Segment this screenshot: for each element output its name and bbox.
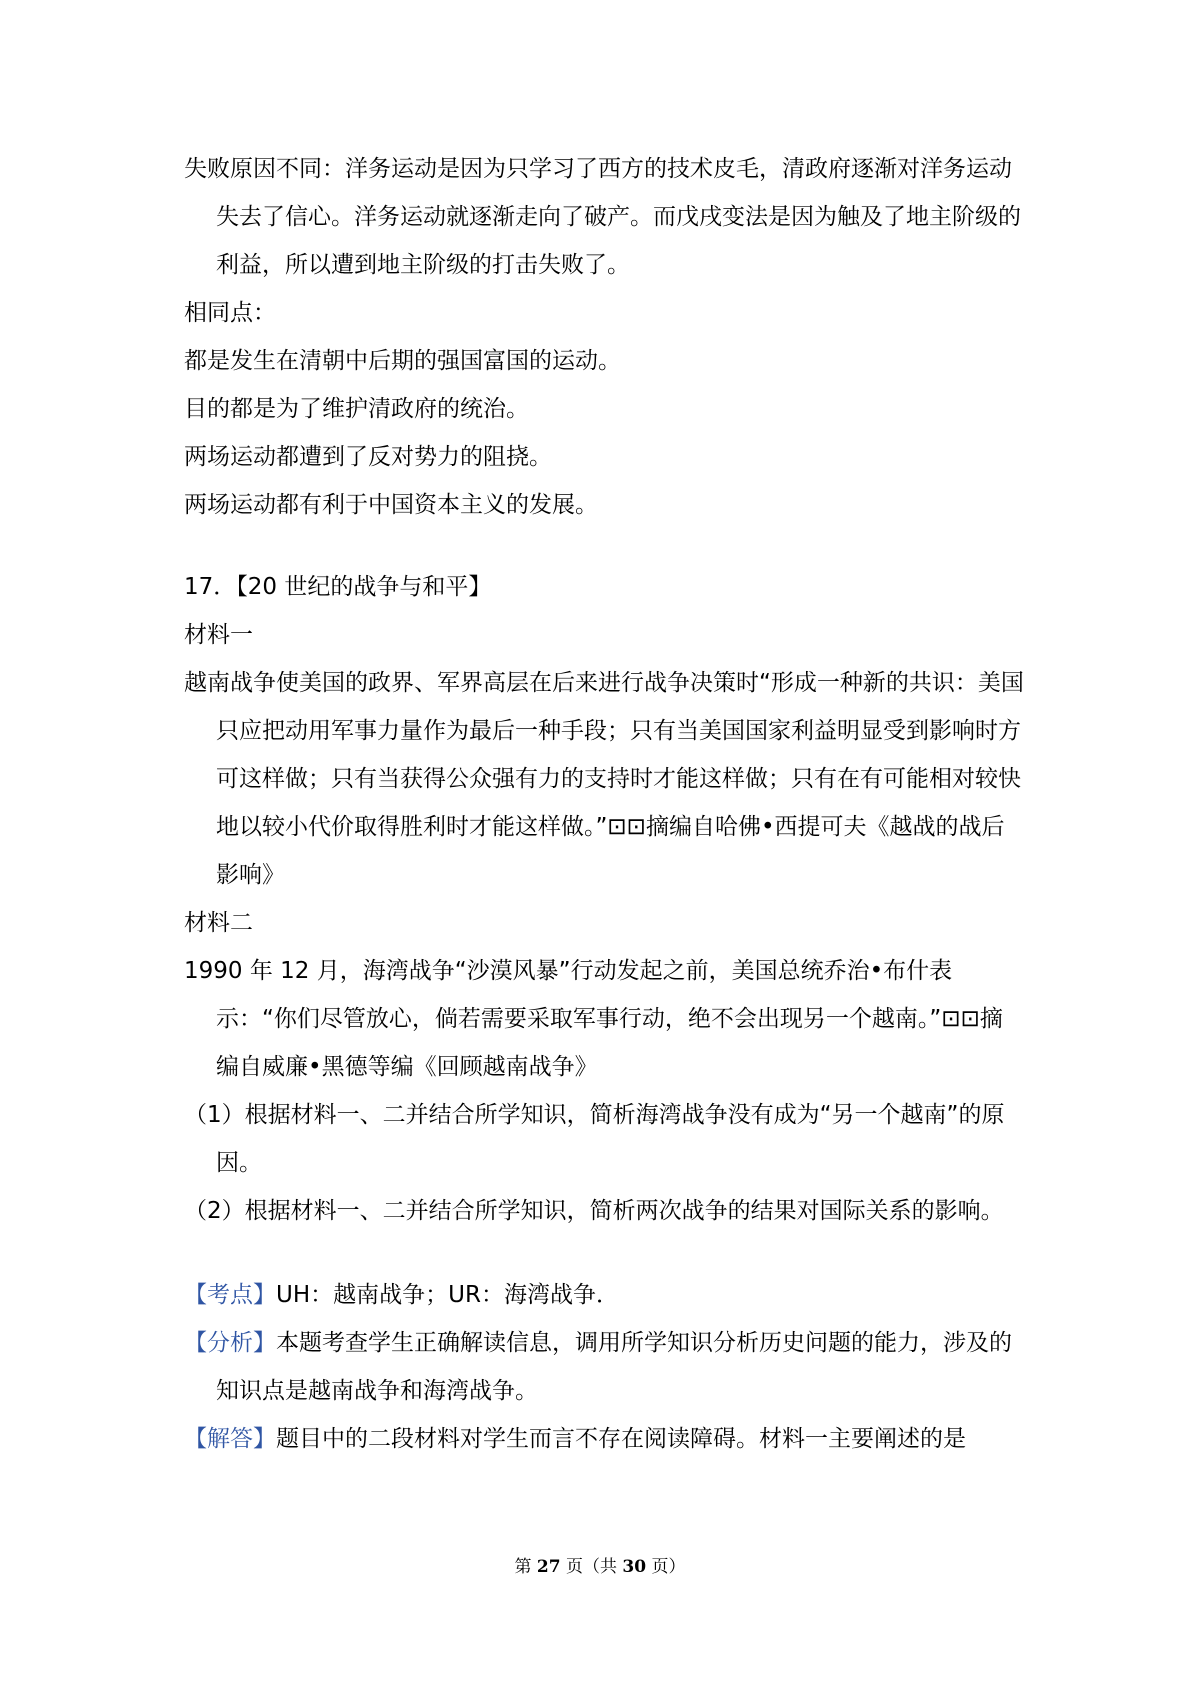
section-gap — [184, 529, 1024, 563]
question-title: 17．【20 世纪的战争与和平】 — [184, 574, 492, 600]
material-2-label: 材料二 — [184, 910, 253, 936]
answer-gap — [184, 1235, 1024, 1271]
page-content — [184, 145, 1024, 1463]
kaodian-line — [184, 1271, 1024, 1319]
similarity-item-4: 两场运动都有利于中国资本主义的发展。 — [184, 492, 598, 518]
jieda-tag: 【解答】 — [184, 1426, 276, 1452]
footer-page-number: 27 — [536, 1557, 561, 1577]
fenxi-line — [184, 1319, 1024, 1415]
fenxi-tag: 【分析】 — [184, 1330, 276, 1356]
similarity-heading: 相同点： — [184, 300, 276, 326]
jieda-text: 题目中的二段材料对学生而言不存在阅读障碍。材料一主要阐述的是 — [276, 1426, 966, 1452]
failure-reason-paragraph: 失败原因不同：洋务运动是因为只学习了西方的技术皮毛，清政府逐渐对洋务运动失去了信心。洋务运动就逐渐走向了破产。而戊戌变法是因为触及了地主阶级的利益，所以遭到地主阶级的打击失败了。 — [184, 156, 1021, 278]
material-2-text: 1990 年 12 月，海湾战争“沙漠风暴”行动发起之前，美国总统乔治•布什表示：“你们尽管放心，倘若需要采取军事行动，绝不会出现另一个越南。”⊡⊡摘编自威廉•黑德等编《回顾越南战争》 — [184, 958, 1003, 1080]
page-footer — [0, 1552, 1200, 1577]
footer-middle: 页（共 — [560, 1557, 623, 1577]
similarity-item-2: 目的都是为了维护清政府的统治。 — [184, 396, 529, 422]
footer-suffix: 页） — [646, 1557, 686, 1577]
jieda-line — [184, 1415, 1024, 1463]
material-1-label: 材料一 — [184, 622, 253, 648]
footer-total-pages: 30 — [622, 1557, 647, 1577]
kaodian-text: UH：越南战争；UR：海湾战争． — [276, 1282, 619, 1308]
sub-question-2: （2）根据材料一、二并结合所学知识，简析两次战争的结果对国际关系的影响。 — [184, 1198, 1004, 1224]
sub-question-1: （1）根据材料一、二并结合所学知识，简析海湾战争没有成为“另一个越南”的原因。 — [184, 1102, 1005, 1176]
material-1-text: 越南战争使美国的政界、军界高层在后来进行战争决策时“形成一种新的共识：美国只应把动用军事力量作为最后一种手段；只有当美国国家利益明显受到影响时方可这样做；只有当获得公众强有力的支持时才能这样做；只有在有可能相对较快地以较小代价取得胜利时才能这样做。”⊡⊡摘编自哈佛•西提可夫《越战的战后影响》 — [184, 670, 1024, 888]
similarity-item-3: 两场运动都遭到了反对势力的阻挠。 — [184, 444, 552, 470]
similarity-item-1: 都是发生在清朝中后期的强国富国的运动。 — [184, 348, 621, 374]
footer-prefix: 第 — [514, 1557, 537, 1577]
fenxi-text: 本题考查学生正确解读信息，调用所学知识分析历史问题的能力，涉及的知识点是越南战争和海湾战争。 — [216, 1330, 1012, 1404]
kaodian-tag: 【考点】 — [184, 1282, 276, 1308]
